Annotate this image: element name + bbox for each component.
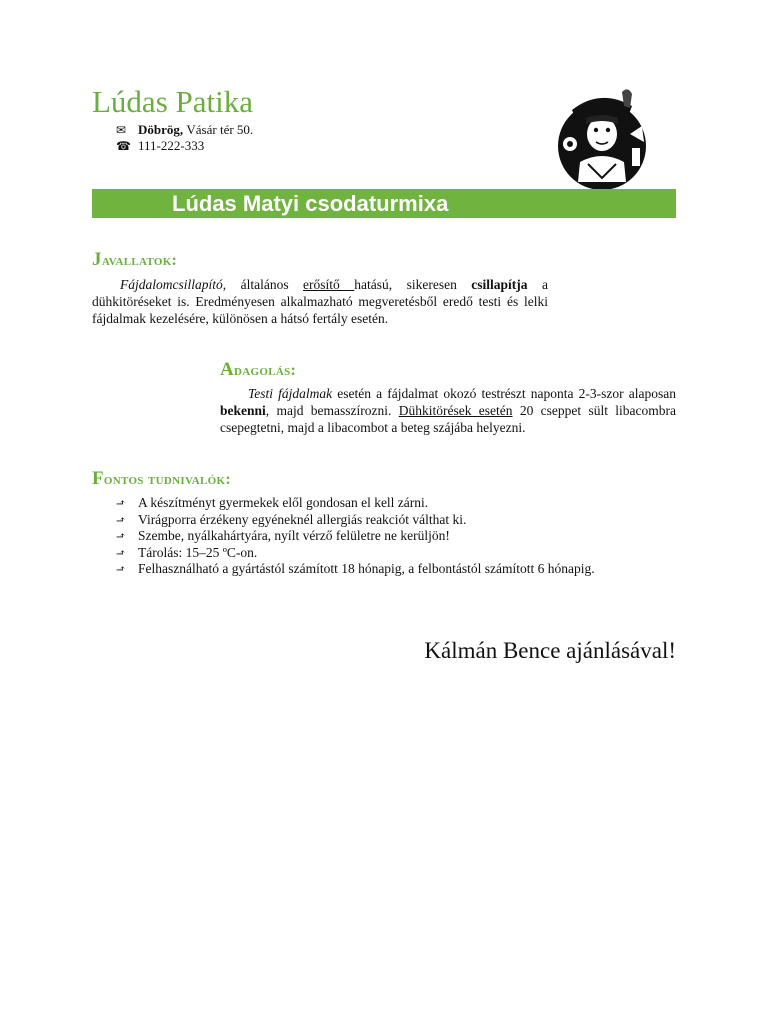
address-street: Vásár tér 50. xyxy=(186,122,254,137)
arrow-bullet-icon: ⬏ xyxy=(116,497,126,509)
notes-heading: Fontos tudnivalók: xyxy=(92,468,232,489)
dosage-heading: Adagolás: xyxy=(220,359,297,380)
logo-image xyxy=(552,82,652,192)
list-item: ⬏ Virágporra érzékeny egyéneknél allergiás reakciót válthat ki. xyxy=(116,511,467,527)
signature: Kálmán Bence ajánlásával! xyxy=(424,638,676,663)
arrow-bullet-icon: ⬏ xyxy=(116,530,126,542)
company-name: Lúdas Patika xyxy=(92,84,253,119)
phone-icon: ☎ xyxy=(116,139,131,153)
list-item: ⬏ Szembe, nyálkahártyára, nyílt vérző felületre ne kerüljön! xyxy=(116,528,450,543)
arrow-bullet-icon: ⬏ xyxy=(116,513,126,526)
dosage-text: Testi fájdalmak esetén a fájdalmat okozó testrészt naponta 2-3-szor alaposan bekenni, majd bemasszírozni. Dühkitörések esetén 20 cseppet sült libacombra csepegtetni, majd a libacombot a beteg szájába helyezni. xyxy=(220,386,677,435)
phone-number: 111-222-333 xyxy=(138,138,205,153)
envelope-icon: ✉ xyxy=(116,123,127,137)
product-title: Lúdas Matyi csodaturmixa xyxy=(172,191,449,216)
address-town: Döbrög, xyxy=(138,122,184,137)
indications-heading: Javallatok: xyxy=(92,249,178,270)
address-line xyxy=(116,122,253,138)
list-item: ⬏ Felhasználható a gyártástól számított 18 hónapig, a felbontástól számított 6 hónapig. xyxy=(116,561,595,576)
product-banner xyxy=(92,189,676,218)
phone-line xyxy=(116,138,204,154)
notes-list xyxy=(116,495,595,578)
indications-text: Fájdalomcsillapító, általános erősítő hatású, sikeresen csillapítja a dühkitöréseket is. Eredményesen alkalmazható megveretésből eredő testi és lelki fájdalmak kezelésére, különösen a hátsó fertály esetén. xyxy=(92,277,549,326)
list-item: ⬏ A készítményt gyermekek elől gondosan el kell zárni. xyxy=(116,495,429,510)
arrow-bullet-icon: ⬏ xyxy=(116,546,126,559)
list-item: ⬏ Tárolás: 15–25 ºC-on. xyxy=(116,544,258,560)
arrow-bullet-icon: ⬏ xyxy=(116,563,126,575)
